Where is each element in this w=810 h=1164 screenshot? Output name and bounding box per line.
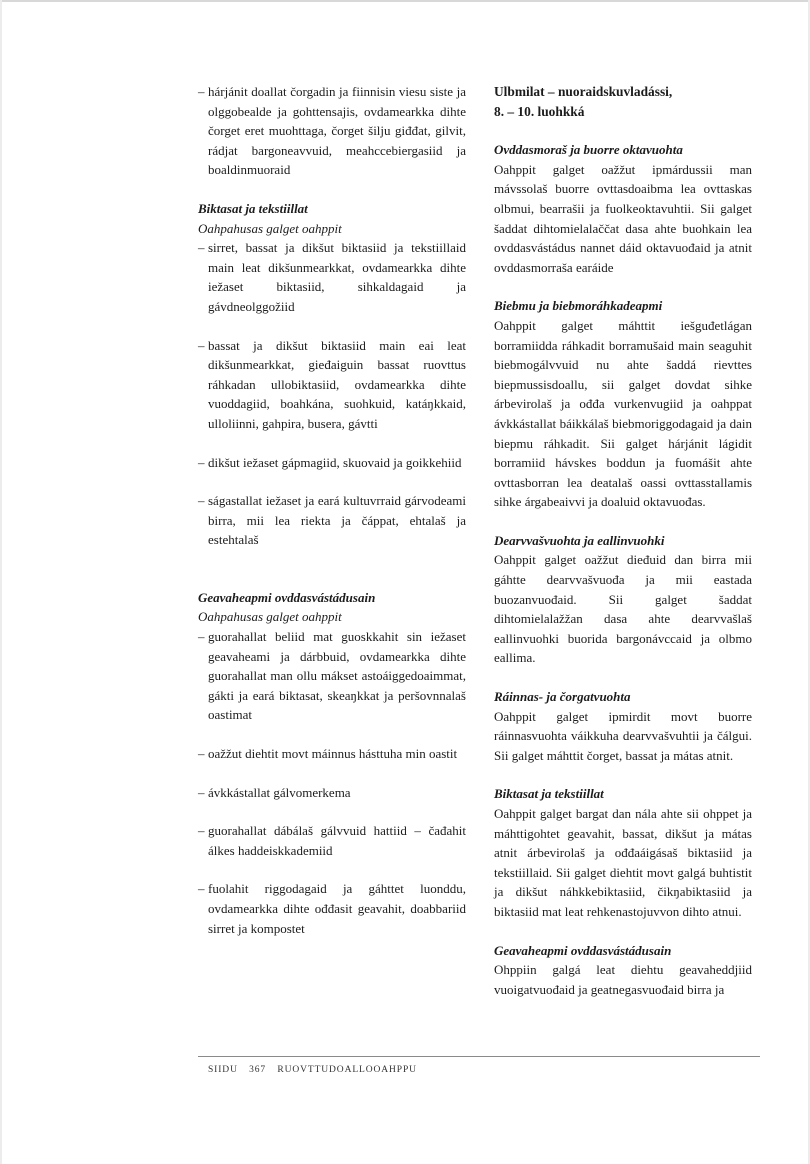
list-item: – fuolahit riggodagaid ja gáhttet luonddu, ovdamearkka dihte ođđasit geavahit, doabbariid sirret ja kompostet: [198, 881, 466, 936]
section-paragraph: Oahppit galget bargat dan nála ahte sii ohppet ja máhttigohtet geavahit, bassat, dikšut ja mátas atnit árbevirolaš ja ođđaáigásaš biktasiid ja tekstiillaid. Sii galget diehtit movt galgá buhtistit ja dikšut náhkkebiktasiid, čikŋabiktasiid ja biktasiid mat leat rehkenastojuvvon dihto atnui.: [494, 806, 752, 919]
section-heading-cleanliness: Ráinnas- ja čorgatvuohta: [494, 689, 631, 705]
list-item: – guorahallat beliid mat guoskkahit sin iežaset geavaheami ja dárbbuid, ovdamearkka dihte guorahallat man ollu mákset astoáiggedoaimmat, gákti ja eará biktasat, skeaŋkkat ja peršovnnalaš oastimat: [198, 629, 466, 723]
section-subheading: Oahpahusas galget oahppit: [198, 220, 342, 236]
section-paragraph: Ohppiin galgá leat diehtu geavaheddjiid vuoigatvuođaid ja geatnegasvuođaid birra ja: [494, 962, 752, 997]
section-paragraph: Oahppit galget ipmirdit movt buorre ráinnasvuohta váikkuha dearvvašvuhtii ja čálgui. Sii galget máhttit čorget, bassat ja mátas atnit.: [494, 708, 752, 763]
section-paragraph: Oahppit galget oažžut dieđuid dan birra mii gáhtte dearvvašvuođa ja mii eastada buozanvuođaid. Sii galget šaddat dihtomielalažžan dasa ahte dearvvašlaš eallinvuohki buorida bargonávccaid ja olbmo eallima.: [494, 552, 752, 666]
list-item: – sirret, bassat ja dikšut biktasiid ja tekstiillaid main leat dikšunmearkkat, ovdamearkka dihte iežaset biktasiid, sihkaldagaid ja gávdneolggožiid: [198, 240, 466, 314]
section-heading-clothes: Biktasat ja tekstiillat: [198, 200, 308, 216]
list-item: – guorahallat dábálaš gálvvuid hattiid – čađahit álkes haddeiskkademiid: [198, 823, 466, 858]
page-footer: [208, 1065, 425, 1075]
section-heading-food: Biebmu ja biebmoráhkadeapmi: [494, 298, 663, 314]
list-item: – ságastallat iežaset ja eará kultuvrraid gárvodeami birra, mii lea riekta ja čáppat, ehtalaš ja estehtalaš: [198, 493, 466, 548]
footer-section-title: RUOVTTUDOALLOOAHPPU: [277, 1065, 417, 1075]
list-item: – bassat ja dikšut biktasiid main eai leat dikšunmearkkat, gieđaiguin bassat ruovttus ráhkadan ullobiktasiid, ovdamearkka dihte vuoddagiid, boahkána, suohkuid, katáŋkkaid, ulloliinni, gahpira, busera, gávtti: [198, 337, 466, 431]
section-subheading: Oahpahusas galget oahppit: [198, 609, 342, 625]
left-column: [198, 82, 466, 938]
list-item: – oažžut diehtit movt máinnus hásttuha min oastit: [198, 746, 458, 762]
section-paragraph: Oahppit galget oažžut ipmárdussii man mávssolaš buorre ovttasdoaibma lea ovttaskas olbmui, bearrašii ja fuolkeoktavuhtii. Sii galget šaddat dihtomielalaččat dasa ahte buohkain lea ovddasvástádus nannet dáid oktavuođaid ja atnit ovddasmorraša earáide: [494, 161, 752, 275]
list-item: – dikšut iežaset gápmagiid, skuovaid ja goikkehiid: [198, 454, 462, 470]
footer-label: SIIDU: [208, 1065, 238, 1075]
top-edge-rule: [0, 0, 810, 2]
section-heading-care: Ovddasmoraš ja buorre oktavuohta: [494, 142, 683, 158]
list-item: – hárjánit doallat čorgadin ja fiinnisin viesu siste ja olggobealde ja gohttensajis, ovdamearkka dihte čorget eret muohttaga, čorget šilju giđđat, gilvit, rádjat bargoneavvuid, meahccebiergasiid ja boaldinmuoraid: [198, 84, 466, 178]
section-heading-health: Dearvvašvuohta ja eallinvuohki: [494, 532, 665, 548]
scan-edge-left: [0, 0, 2, 1164]
right-column: [494, 82, 752, 999]
section-paragraph: Oahppit galget máhttit iešguđetlágan borramiidda ráhkadit borramušaid main seaguhit biebmogálvvuid nu ahte šaddá rievttes biepmussisdoallu, sii galget dovdat sihke árbevirolaš ja ođđa vurkenvugiid ja oahppat ávkkástallat báikkálaš biebmoriggodagaid ja dain biepmu ráhkadit. Sii galget hárjánit lágidit borramiid hávskes boddun ja fuomášit ahte ovttasborran lea deatalaš oassi ovttasstallamis sihke árgabeaivvi ja doaluid oktavuođas.: [494, 317, 752, 510]
page-title-grades: 8. – 10. luohkká: [494, 103, 585, 119]
page-number: 367: [249, 1065, 267, 1075]
section-heading-clothes: Biktasat ja tekstiillat: [494, 786, 604, 802]
page-title: Ulbmilat – nuoraidskuvladássi,: [494, 84, 673, 99]
section-heading-consumption: Geavaheapmi ovddasvástádusain: [494, 942, 672, 958]
section-heading-consumption: Geavaheapmi ovddasvástádusain: [198, 589, 376, 605]
list-item: – ávkkástallat gálvomerkema: [198, 784, 351, 800]
footer-rule: [198, 1056, 760, 1057]
